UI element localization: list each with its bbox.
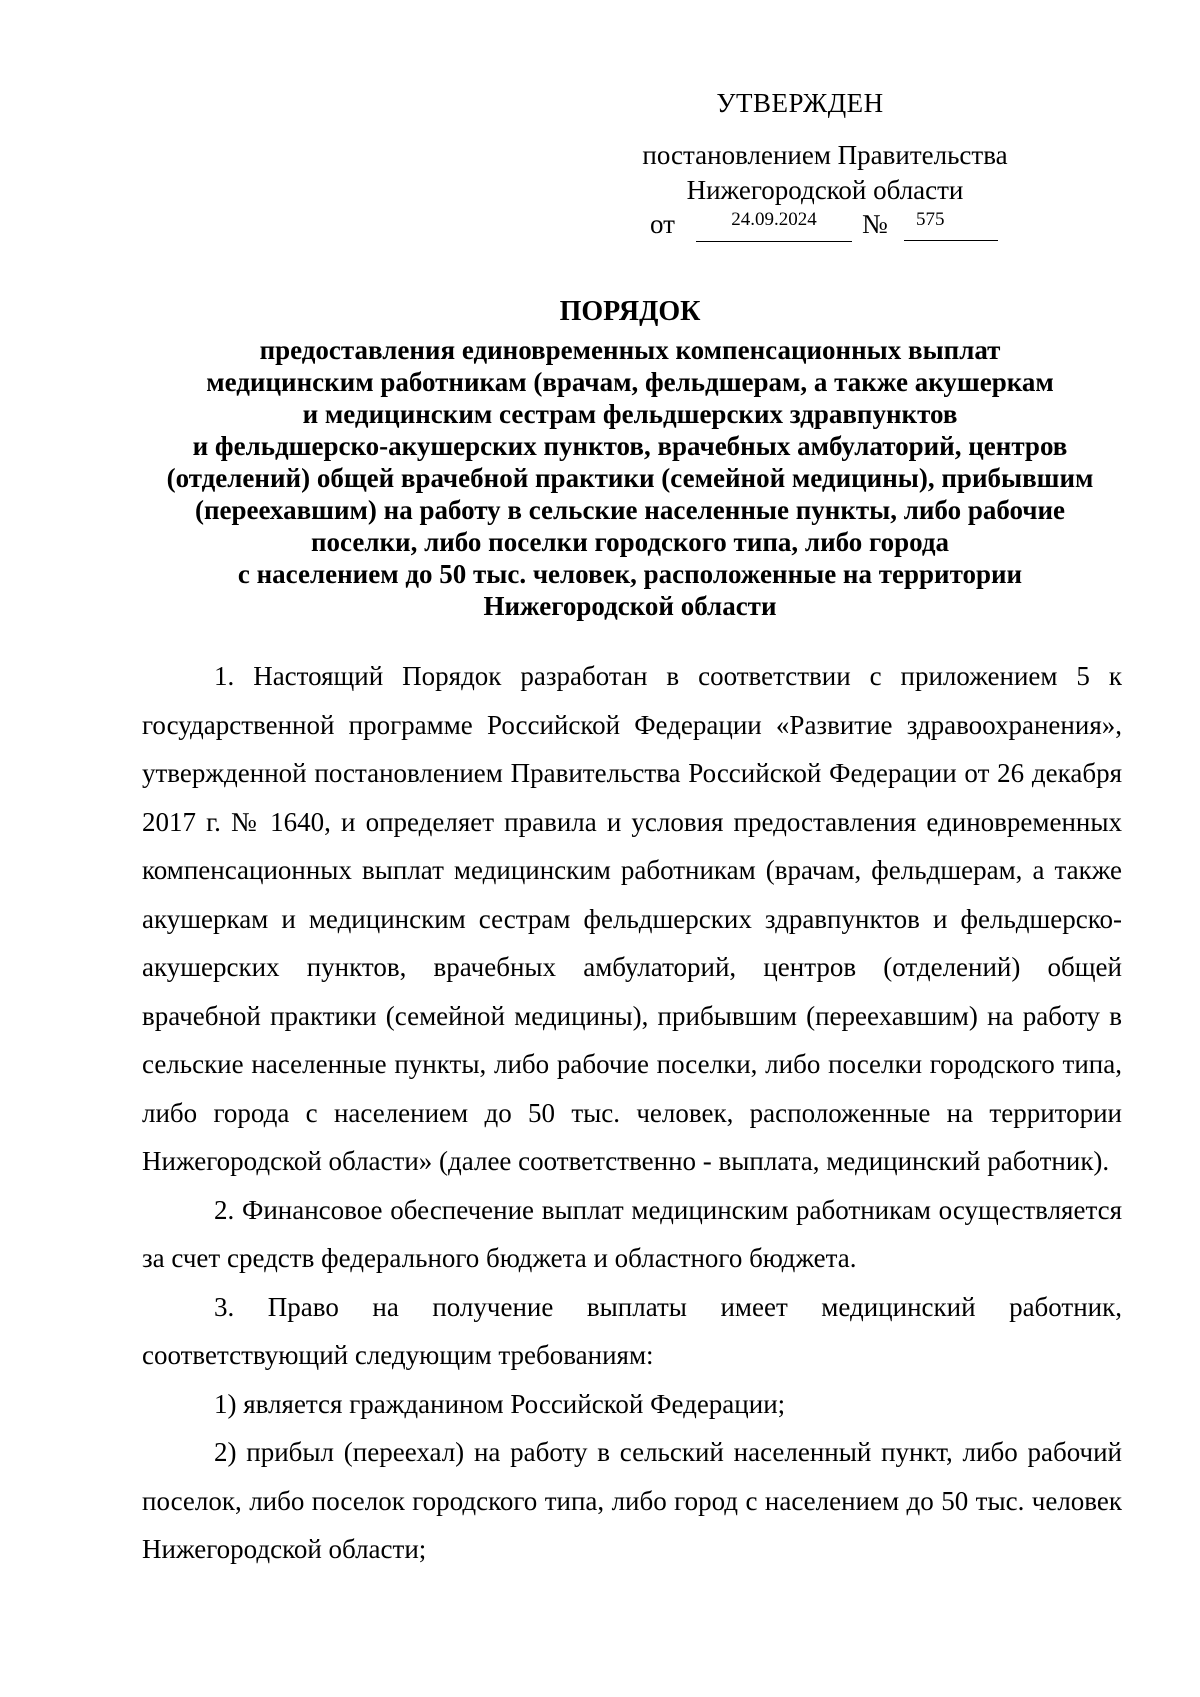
paragraph-3-item-1: 1) является гражданином Российской Федерации; [214, 1388, 786, 1419]
decree-date: 24.09.2024 [696, 207, 852, 242]
paragraph-1: 1. Настоящий Порядок разработан в соответствии с приложением 5 к государственной программе Российской Федерации «Развитие здравоохранения», утвержденной постановлением Правительства Российской Федерации от 26 декабря 2017 г. № 1640, и определяет правила и условия предоставления единовременных компенсационных выплат медицинским работникам (врачам, фельдшерам, а также акушеркам и медицинским сестрам фельдшерских здравпунктов и фельдшерско-акушерских пунктов, врачебных амбулаторий, центров (отделений) общей врачебной практики (семейной медицины), прибывшим (переехавшим) на работу в сельские населенные пункты, либо рабочие поселки, либо поселки городского типа, либо города с населением до 50 тыс. человек, расположенные на территории Нижегородской области» (далее соответственно - выплата, медицинский работник). [142, 661, 1122, 1176]
paragraph-3: 3. Право на получение выплаты имеет медицинский работник, соответствующий следующим требованиям: [142, 1291, 1122, 1370]
document-title [140, 294, 1120, 622]
approval-region-line: Нижегородской области [686, 175, 964, 205]
paragraph-3-item-2: 2) прибыл (переехал) на работу в сельский населенный пункт, либо рабочий поселок, либо поселок городского типа, либо город с населением до 50 тыс. человек Нижегородской области; [142, 1437, 1122, 1564]
title-line: медицинским работникам (врачам, фельдшерам, а также акушеркам [206, 367, 1054, 397]
title-line: (переехавшим) на работу в сельские населенные пункты, либо рабочие [194, 495, 1066, 525]
approval-decree-line: постановлением Правительства [642, 140, 1008, 170]
title-line: и фельдшерско-акушерских пунктов, врачебных амбулаторий, центров [192, 431, 1068, 461]
number-sign-label: № [862, 209, 888, 239]
title-line: с населением до 50 тыс. человек, расположенные на территории [237, 559, 1023, 589]
title-line: предоставления единовременных компенсационных выплат [259, 335, 1001, 365]
title-line: и медицинским сестрам фельдшерских здравпунктов [302, 399, 958, 429]
title-line: поселки, либо поселки городского типа, либо города [310, 527, 950, 557]
approval-date-line [650, 207, 1050, 243]
decree-number: 575 [904, 207, 998, 241]
title-heading: ПОРЯДОК [559, 296, 701, 327]
document-body [142, 652, 1122, 1574]
approval-heading: УТВЕРЖДЕН [716, 88, 884, 118]
paragraph-2: 2. Финансовое обеспечение выплат медицинским работникам осуществляется за счет средств федерального бюджета и областного бюджета. [142, 1194, 1122, 1273]
from-label: от [650, 209, 675, 239]
title-line: Нижегородской области [483, 591, 777, 621]
title-line: (отделений) общей врачебной практики (семейной медицины), прибывшим [166, 463, 1094, 493]
